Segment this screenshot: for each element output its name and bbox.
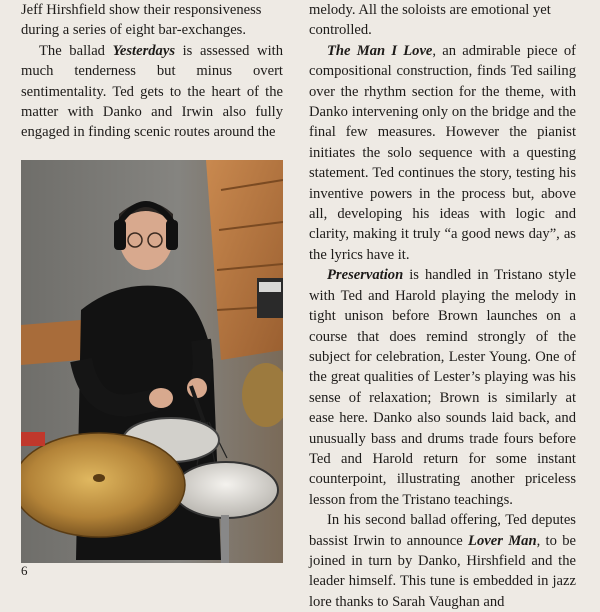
left-text-column [21, 0, 283, 143]
drummer-illustration [21, 160, 283, 563]
paragraph-the-man-i-love [309, 41, 576, 265]
text-run: is assessed with much tenderness but minus overt sentimentality. Ted gets to the heart of the matter with Danko and Irwin also fully engaged in finding scenic routes around the [21, 42, 283, 141]
drummer-photo [21, 160, 283, 563]
paragraph-continued [309, 0, 576, 41]
text-run: is handled in Tristano style with Ted and Harold playing the melody in tight unison before Brown launches on a course that does remind strongly of the subject for celebration, Lester Young. One of the great qualities of Lester’s playing was his sense of relaxation; Brown is similarly at ease here. Danko also sounds laid back, and unusually bass and drums trade fours before Ted and Harold return for some instant counterpoint, illustrating another priceless lesson from the Tristano teachings. [309, 267, 576, 508]
keyboard-silhouette [257, 278, 283, 318]
text-line: during a series of eight bar-exchanges. [21, 22, 247, 39]
song-title: Yesterdays [112, 42, 176, 59]
paragraph-preservation [309, 265, 576, 510]
right-text-column [309, 0, 576, 612]
text-run: , to be joined in turn by Danko, Hirshfield and the leader himself. This tune is embedded in jazz lore thanks to Sarah Vaughan and [309, 532, 576, 610]
snare-drum [174, 462, 278, 518]
headphones-icon [114, 220, 126, 250]
paragraph-lover-man [309, 510, 576, 612]
text-line: melody. All the soloists are emotional yet [309, 2, 551, 18]
text-run: , an admirable piece of compositional construction, finds Ted sailing over the rhythm section for the theme, with Danko intervening only on the bridge and the final few measures. However the pianist initiates the solo sequence with a questing statement. Ted continues the story, testing his inventive powers in the process but, above all, developing his ideas with logic and clarity, making it truly “a good news day”, as the lyrics have it. [309, 42, 576, 263]
crash-cymbal [21, 432, 185, 537]
song-title: The Man I Love [327, 42, 433, 59]
text-run: The ballad [39, 42, 113, 59]
text-line: controlled. [309, 22, 372, 39]
song-title: Preservation [327, 267, 404, 284]
text-run: In his second ballad offering, Ted deputes bassist Irwin to announce [309, 512, 576, 549]
paragraph-continued [21, 0, 283, 41]
page-number: 6 [21, 563, 28, 578]
text-line: Jeff Hirshfield show their responsiveness [21, 2, 262, 18]
paragraph-yesterdays [21, 41, 283, 143]
song-title: Lover Man [468, 532, 537, 549]
